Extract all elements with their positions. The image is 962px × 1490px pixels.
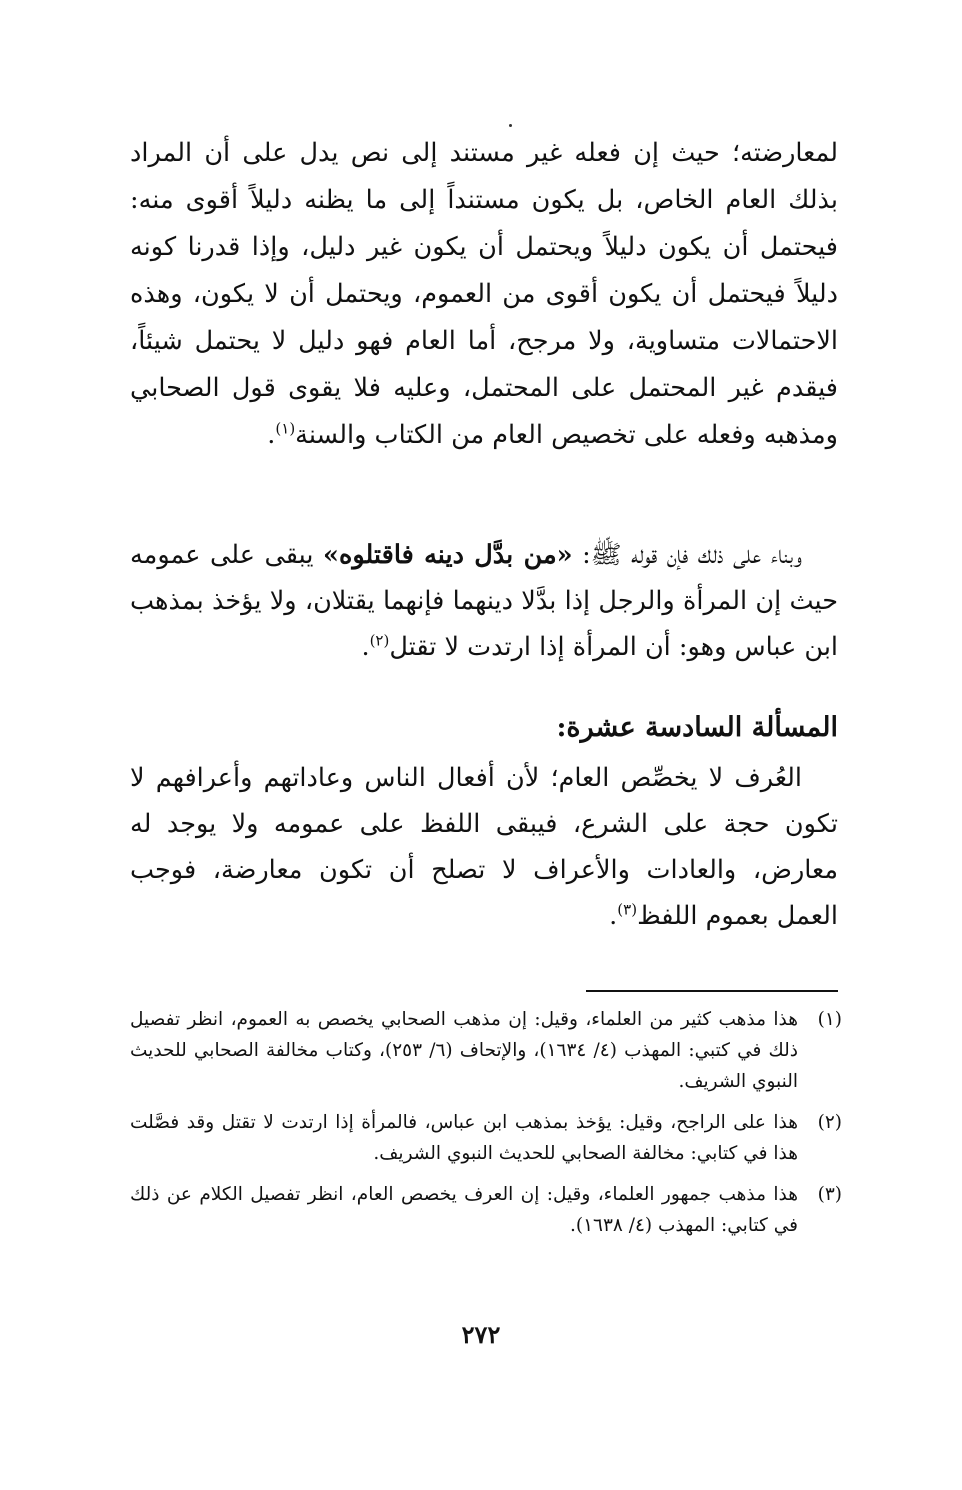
paragraph-2-end: . bbox=[361, 632, 370, 662]
paragraph-2-text-after: يبقى على عمومه حيث إن المرأة والرجل إذا بدَّلا دينهما فإنهما يقتلان، ولا يؤخذ بمذهب ابن عباس وهو: أن المرأة إذا ارتدت لا تقتل bbox=[130, 540, 838, 662]
footnote-ref-2[interactable]: (٢) bbox=[369, 631, 390, 650]
page-number: ٢٧٢ bbox=[461, 1320, 501, 1349]
footnote-text: هذا مذهب جمهور العلماء، وقيل: إن العرف يخصص العام، انظر تفصيل الكلام عن ذلك في كتابي: المهذب (٤/ ١٦٣٨). bbox=[130, 1184, 798, 1236]
footnote-number: (٣) bbox=[817, 1184, 842, 1205]
paragraph-1-text: لمعارضته؛ حيث إن فعله غير مستند إلى نص يدل على أن المراد بذلك العام الخاص، بل يكون مستنداً إلى ما يظنه دليلاً أقوى منه: فيحتمل أن يكون دليلاً ويحتمل أن يكون غير دليل، وإذا قدرنا كونه دليلاً فيحتمل أن يكون أقوى من العموم، ويحتمل أن لا يكون، وهذه الاحتمالات متساوية، ولا مرجح، أما العام فهو دليل لا يحتمل شيئاً، فيقدم غير المحتمل على المحتمل، وعليه فلا يقوى قول الصحابي ومذهبه وفعله على تخصيص العام من الكتاب والسنة bbox=[130, 138, 838, 450]
section-heading: المسألة السادسة عشرة: bbox=[556, 712, 838, 743]
footnote-3 bbox=[130, 1179, 842, 1241]
footnote-number: (١) bbox=[817, 1009, 842, 1030]
paragraph-3-end: . bbox=[609, 901, 618, 931]
footnote-text: هذا على الراجح، وقيل: يؤخذ بمذهب ابن عباس، فالمرأة إذا ارتدت لا تقتل وقد فصَّلت هذا في كتابي: مخالفة الصحابي للحديث النبوي الشريف. bbox=[130, 1112, 798, 1164]
paragraph-3 bbox=[130, 755, 838, 939]
footnotes bbox=[130, 1004, 842, 1251]
paragraph-2 bbox=[130, 532, 838, 670]
footnote-number: (٢) bbox=[817, 1112, 842, 1133]
paragraph-1 bbox=[130, 130, 838, 459]
paragraph-2-text-before: وبناء على ذلك فإن قوله ﷺ: bbox=[572, 540, 802, 570]
page-dot-mark bbox=[509, 124, 512, 127]
footnote-ref-3[interactable]: (٣) bbox=[617, 900, 638, 919]
footnote-ref-1[interactable]: (١) bbox=[275, 419, 296, 438]
footnote-1 bbox=[130, 1004, 842, 1097]
footnote-text: هذا مذهب كثير من العلماء، وقيل: إن مذهب الصحابي يخصص به العموم، انظر تفصيل ذلك في كتبي: المهذب (٤/ ١٦٣٤)، والإتحاف (٦/ ٢٥٣)، وكتاب مخالفة الصحابي للحديث النبوي الشريف. bbox=[130, 1009, 798, 1092]
footnote-2 bbox=[130, 1107, 842, 1169]
paragraph-3-text: العُرف لا يخصِّص العام؛ لأن أفعال الناس وعاداتهم وأعرافهم لا تكون حجة على الشرع، فيبقى اللفظ على عمومه ولا يوجد له معارض، والعادات والأعراف لا تصلح أن تكون معارضة، فوجب العمل بعموم اللفظ bbox=[130, 763, 838, 931]
paragraph-1-end: . bbox=[267, 420, 276, 450]
footnote-separator bbox=[586, 990, 838, 992]
hadith-quote: «من بدَّل دينه فاقتلوه» bbox=[323, 540, 573, 570]
